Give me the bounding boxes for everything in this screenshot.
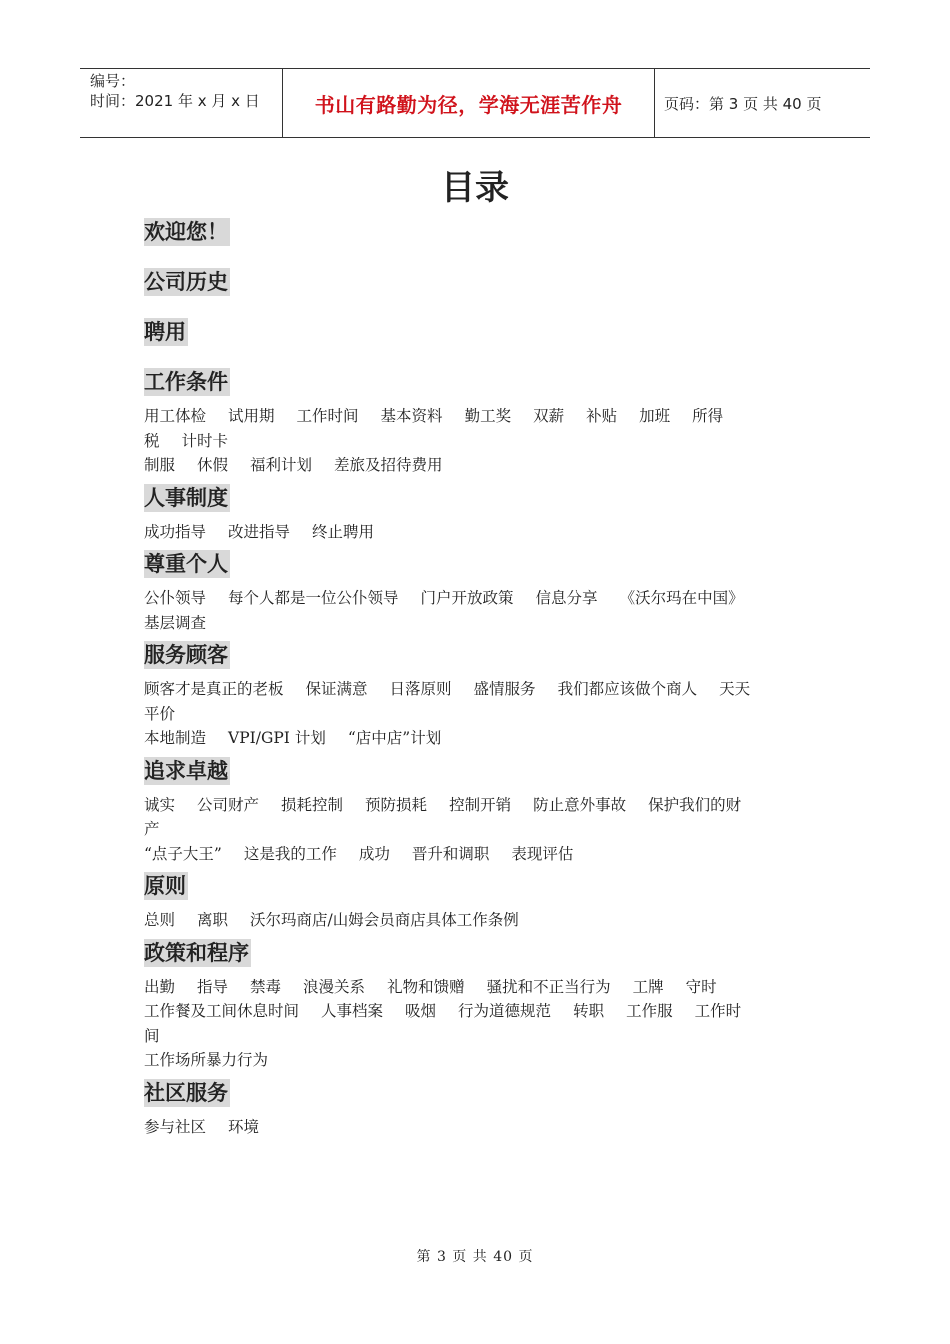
- toc-item[interactable]: 成功指导: [144, 522, 207, 541]
- toc-item[interactable]: 福利计划: [250, 456, 313, 474]
- toc-item[interactable]: 工作时间: [296, 407, 359, 425]
- toc-item[interactable]: 公司财产: [197, 795, 260, 814]
- toc-item[interactable]: 工牌: [632, 977, 664, 996]
- toc-section-heading[interactable]: 欢迎您！: [144, 220, 228, 244]
- toc-item[interactable]: 工作餐及工间休息时间: [144, 1002, 300, 1020]
- toc-item[interactable]: “店中店”计划: [347, 729, 442, 747]
- toc-section-heading[interactable]: 尊重个人: [144, 552, 228, 576]
- toc-item-line: [144, 677, 824, 702]
- toc-section: [144, 318, 824, 346]
- toc-item[interactable]: 盛情服务: [473, 680, 536, 698]
- toc-item[interactable]: 诚实: [144, 795, 176, 814]
- toc-item-line: [144, 429, 824, 454]
- toc-section-items: [144, 793, 824, 867]
- toc-item-line: [144, 726, 824, 751]
- toc-item[interactable]: 保证满意: [305, 680, 368, 698]
- toc-item[interactable]: 参与社区: [144, 1117, 207, 1136]
- toc-section-items: [144, 404, 824, 478]
- toc-section-heading[interactable]: 政策和程序: [144, 940, 249, 965]
- toc-item[interactable]: 表现评估: [511, 844, 574, 863]
- toc-item[interactable]: 这是我的工作: [243, 844, 337, 863]
- page-label: 页码：第 3 页 共 40 页: [664, 94, 822, 113]
- toc-item[interactable]: 晋升和调职: [411, 844, 490, 863]
- toc-item[interactable]: 吸烟: [405, 1002, 437, 1020]
- page-title: 目录: [441, 168, 509, 208]
- toc-item[interactable]: 礼物和馈赠: [387, 977, 465, 996]
- toc-item-line: [144, 793, 824, 818]
- toc-section-heading[interactable]: 追求卓越: [144, 758, 228, 783]
- toc-item[interactable]: 平价: [144, 704, 176, 723]
- toc-item[interactable]: 工作服: [626, 1002, 673, 1020]
- toc-item[interactable]: 信息分享: [535, 589, 598, 607]
- toc-item[interactable]: 双薪: [533, 407, 565, 425]
- toc-item[interactable]: 我们都应该做个商人: [557, 680, 698, 698]
- header-motto: 书山有路勤为径，学海无涯苦作舟: [314, 92, 623, 117]
- table-of-contents: [144, 218, 824, 1139]
- toc-item[interactable]: 控制开销: [449, 795, 512, 814]
- toc-section-items: [144, 975, 824, 1073]
- toc-item[interactable]: 总则: [144, 911, 176, 929]
- toc-item[interactable]: 门户开放政策: [420, 589, 514, 607]
- toc-item[interactable]: 制服: [144, 456, 176, 474]
- toc-section: [144, 484, 824, 545]
- toc-item[interactable]: 浪漫关系: [303, 977, 366, 996]
- toc-item[interactable]: 本地制造: [144, 729, 207, 747]
- header-left-cell: [80, 69, 282, 137]
- toc-section: [144, 368, 824, 478]
- toc-item[interactable]: 用工体检: [144, 407, 207, 425]
- toc-item[interactable]: 终止聘用: [312, 522, 375, 541]
- toc-item[interactable]: “点子大王”: [144, 844, 222, 863]
- toc-item[interactable]: 试用期: [228, 407, 275, 425]
- date-label: 时间：2021 年 x 月 x 日: [90, 92, 260, 110]
- toc-item[interactable]: 所得: [692, 407, 724, 425]
- toc-item[interactable]: 沃尔玛商店/山姆会员商店具体工作条例: [250, 911, 519, 929]
- toc-item[interactable]: 改进指导: [228, 522, 291, 541]
- toc-item[interactable]: 补贴: [586, 407, 618, 425]
- toc-item-line: [144, 817, 824, 842]
- toc-item[interactable]: VPI/GPI 计划: [228, 729, 326, 747]
- toc-section-items: [144, 586, 824, 635]
- toc-item-line: [144, 1115, 824, 1140]
- toc-section-items: [144, 908, 824, 933]
- toc-section: [144, 550, 824, 635]
- toc-item[interactable]: 加班: [639, 407, 671, 425]
- toc-item-line: [144, 520, 824, 545]
- toc-item[interactable]: 工作时: [694, 1002, 742, 1020]
- toc-item[interactable]: 基本资料: [380, 407, 443, 425]
- toc-item[interactable]: 成功: [358, 844, 390, 863]
- toc-item[interactable]: 计时卡: [181, 431, 229, 450]
- toc-item[interactable]: 差旅及招待费用: [334, 456, 443, 474]
- toc-item-line: [144, 1024, 824, 1049]
- toc-item[interactable]: 行为道德规范: [458, 1002, 552, 1020]
- toc-item[interactable]: 顾客才是真正的老板: [144, 680, 284, 698]
- toc-item[interactable]: 出勤: [144, 977, 176, 996]
- toc-section-items: [144, 520, 824, 545]
- toc-section-heading[interactable]: 服务顾客: [144, 643, 228, 667]
- toc-item[interactable]: 工作场所暴力行为: [144, 1051, 269, 1069]
- toc-item-line: [144, 999, 824, 1024]
- header-table: [80, 68, 870, 138]
- toc-item[interactable]: 休假: [197, 456, 229, 474]
- toc-section-heading[interactable]: 原则: [144, 874, 186, 898]
- toc-item[interactable]: 间: [144, 1026, 160, 1045]
- toc-section-heading[interactable]: 公司历史: [144, 270, 228, 294]
- toc-item[interactable]: 人事档案: [321, 1002, 384, 1020]
- toc-item-line: [144, 404, 824, 429]
- toc-item-line: [144, 586, 824, 611]
- toc-item-line: [144, 908, 824, 933]
- header-center-cell: [282, 69, 655, 137]
- toc-section: [144, 757, 824, 867]
- toc-section-heading[interactable]: 工作条件: [144, 370, 228, 394]
- toc-section-heading[interactable]: 聘用: [144, 320, 186, 344]
- toc-section: [144, 268, 824, 296]
- toc-item[interactable]: 转职: [573, 1002, 605, 1020]
- toc-section-heading[interactable]: 人事制度: [144, 485, 228, 510]
- toc-section-items: [144, 1115, 824, 1140]
- toc-section-heading[interactable]: 社区服务: [144, 1080, 228, 1105]
- toc-item-line: [144, 975, 824, 1000]
- toc-item[interactable]: 保护我们的财: [648, 795, 742, 814]
- toc-item-line: [144, 453, 824, 478]
- toc-item[interactable]: 离职: [197, 911, 229, 929]
- toc-item[interactable]: 指导: [197, 977, 229, 996]
- toc-section: [144, 872, 824, 933]
- toc-section: [144, 218, 824, 246]
- toc-item[interactable]: 环境: [228, 1117, 260, 1136]
- page-footer: 第 3 页 共 40 页: [416, 1249, 534, 1265]
- toc-item[interactable]: 《沃尔玛在中国》: [619, 589, 744, 607]
- toc-item[interactable]: 公仆领导: [144, 589, 207, 607]
- toc-item-line: [144, 702, 824, 727]
- toc-item-line: [144, 1048, 824, 1073]
- toc-item[interactable]: 税: [144, 431, 160, 450]
- toc-item[interactable]: 天天: [719, 680, 751, 698]
- toc-item[interactable]: 日落原则: [389, 680, 452, 698]
- toc-item[interactable]: 预防损耗: [365, 795, 428, 814]
- toc-section: [144, 641, 824, 751]
- number-label: 编号：: [90, 72, 136, 90]
- toc-item[interactable]: 损耗控制: [281, 795, 344, 814]
- toc-item[interactable]: 产: [144, 820, 160, 838]
- toc-item-line: [144, 842, 824, 867]
- toc-item[interactable]: 禁毒: [250, 977, 282, 996]
- toc-item[interactable]: 骚扰和不正当行为: [486, 977, 611, 996]
- toc-item[interactable]: 防止意外事故: [533, 795, 627, 814]
- toc-item[interactable]: 勤工奖: [464, 407, 512, 425]
- toc-item[interactable]: 守时: [685, 977, 717, 996]
- toc-item[interactable]: 每个人都是一位公仆领导: [228, 589, 399, 607]
- toc-item[interactable]: 基层调查: [144, 613, 207, 632]
- toc-section: [144, 939, 824, 1073]
- header-right-cell: [655, 69, 870, 137]
- toc-section: [144, 1079, 824, 1140]
- toc-section-items: [144, 677, 824, 751]
- toc-item-line: [144, 611, 824, 636]
